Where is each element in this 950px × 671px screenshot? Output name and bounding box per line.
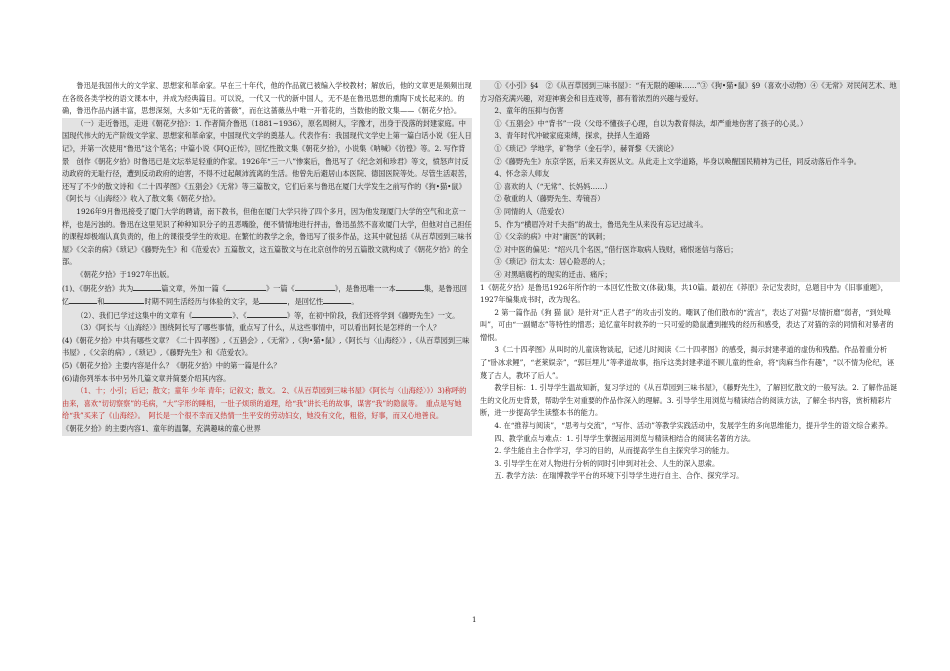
suoji-item: ①《琐记》学地学，矿物学（金石学），赫胥黎《天演论》 (480, 143, 900, 156)
tengye-item: ②《藤野先生》东京学医，后来又弃医从文。从此走上文学道路，毕身以唤醒国民精神为己任，同反动落后作斗争。 (480, 156, 900, 169)
question-5: (5)《朝花夕拾》主要内容是什么？《朝花夕拾》中的第一篇是什么？ (62, 360, 472, 373)
xiamen-paragraph: 1926年9月鲁迅接受了厦门大学的聘请，南下教书，但他在厦门大学只待了四个多月，因为他发现厦门大学的空气和北京一样，也是污浊的。鲁迅在这里见识了种种知识分子的丑恶嘴脸，便不情情地进行抨击，鲁迅虽然不喜欢厦门大学，但他对自己担任的课程却极端认真负责的，他上的课很受学生的欢迎。在繁忙的教学之余，鲁迅写了很多作品，这其中就包括《从百草园到三味书屋》《父亲的病》《琐记》《藤野先生》和《范爱农》五篇散文，这五篇散文与在北京创作的另五篇散文就构成了《朝花夕拾》的全部。 (62, 206, 472, 269)
fighter-item-3: ③《琐记》衍太太：居心险恶的人； (480, 256, 900, 269)
wuchang-item: ①《五猖会》中“背书”一段（父母不懂孩子心理，自以为教育得法，却严重地伤害了孩子的心灵。） (480, 118, 900, 131)
liked-people: ① 喜欢的人（“无常”、长妈妈……） (480, 181, 900, 194)
author-background-paragraph: （一）走近鲁迅，走进《朝花夕拾》：1. 作者简介鲁迅（1881~1936），原名周树人，字豫才，出身于没落的封建家庭。中国现代伟大的无产阶级文学家、思想家和革命家，中国现代文学的奠基人。代表作有：我国现代文学史上第一篇白话小说《狂人日记》，并第一次使用“鲁迅”这个笔名；中篇小说《阿Q正传》，回忆性散文集《朝花夕拾》，小说集《呐喊》《彷徨》等。2. 写作背景 创作《朝花夕拾》时鲁迅已是文坛举足轻重的作家。1926年“三一八”惨案后，鲁迅写了《纪念刘和珍君》等文，愤怒声讨反动政府的无耻行径，遭到反动政府的迫害，不得不过起颠沛流离的生活。他曾先后避居山本医院、德国医院等处。尽管生活艰苦，还写了不少的散文诗和《二十四孝图》《五猖会》《无常》等三篇散文，它们后来与鲁迅在厦门大学发生之前写作的《狗•猫•鼠》《阿长与〈山海经〉》收入了散文集《朝花夕拾》。 (62, 118, 472, 206)
left-column (62, 80, 472, 436)
main-content-line: 《朝花夕拾》的主要内容1、童年的温馨，充满趣味的童心世界 (62, 423, 472, 436)
heading-fighter: 5、作为“横眉冷对千夫指”的战士，鲁迅先生从来没有忘记过战斗。 (480, 219, 900, 232)
book-overview: 1《朝花夕拾》是鲁迅1926年所作的一本回忆性散文(体裁)集，共10篇。最初在《莽原》杂记发表时，总题目中为《旧事重题》，1927年编集成书时，改为现名。 (480, 282, 888, 305)
heading-childhood-pressure: 2、童年的压抑与伤害 (480, 105, 900, 118)
teaching-key-point-3: 3. 引导学生在对人物进行分析的同时引申到对社会、人生的深入思索。 (494, 458, 720, 468)
question-3: （3）《阿长与〈山海经〉》围绕阿长写了哪些事情，重点写了什么，从这些事情中，可以看出阿长是怎样的一个人？ (62, 322, 472, 335)
question-4: (4)《朝花夕拾》中共有哪些文章？《二十四孝图》,《五猖会》,《无常》,《狗•猫•鼠》,《阿长与〈山海经〉》,《从百草园到三味书屋》,《父亲的病》,《琐记》,《藤野先生》和《范爱农》。 (62, 335, 472, 360)
question-2: （2）、我们已学过这集中的文章有《 》、《 》等，在初中阶段，我们还将学到《藤野先生》一文。 (62, 309, 472, 323)
fighter-item-1: ①《父亲的病》中对“庸医”的讽刺； (480, 231, 900, 244)
heading-youth: 3、青年时代冲破家庭束缚，探求，抉择人生道路 (480, 130, 900, 143)
page-number: 1 (472, 616, 477, 624)
teaching-key-points: 四、教学重点与难点：1. 引导学生掌握运用浏览与精读相结合的阅读名著的方法。 (494, 433, 756, 443)
intro-paragraph: 鲁迅是我国伟大的文学家、思想家和革命家。早在三十年代，他的作品就已被编入学校教材；解放后，他的文章更是频频出现在各级各类学校的语文课本中，并成为经典篇目。可以说，一代又一代的新中国人，无不是在鲁迅思想的熏陶下成长起来的。的确，鲁迅作品内涵丰富，思想深刻，大多如“无花的蔷薇”，而在这蔷薇丛中唯一开着花的，当数他的散文集——《朝花夕拾》。 (62, 81, 472, 116)
childhood-warmth-list: ①《小引》§4 ②《从百草园到三味书屋》：“有无限的趣味……”③《狗•猫•鼠》§9（喜欢小动物）④《无常》对民间艺术、地方习俗充满兴趣，对迎神赛会和目连戏等，都有着浓烈的兴趣与爱好。 (480, 80, 900, 105)
teaching-key-point-2: 2. 学生能自主合作学习，学习的目的，从而提高学生自主探究学习的能力。 (494, 446, 734, 456)
filial-piety-summary: 3《二十四孝图》从叫时的儿童读物谈起，记述儿时阅读《二十四孝图》的感受，揭示封建孝道的虚伪和残酷。作品着重分析了“卧冰求鲤”，“老莱娱亲”，“郭巨埋儿”等孝道故事，指斥这类封建孝道不顾儿童的性命，将“肉麻当作有趣”，“以不情为伦纪，诬蔑了古人，教坏了后人”。 (480, 345, 895, 380)
fighter-item-4: ④ 对黑暗腐朽的现实的迁击、痛斥； (480, 269, 900, 282)
teaching-goal-4: 4. 在“推荐与阅读”，“思考与交流”，“写作、活动”等教学实践活动中，发展学生的多向思维能力，提升学生的语文综合素养。 (494, 421, 893, 431)
fighter-item-2: ② 对中医的偏见：“绍兴几个名医，”借行医诈取病人钱财，痛恨迷信与落后； (480, 244, 900, 257)
dog-cat-mouse-summary: 2 第一篇作品《狗 猫 鼠》是针对“正人君子”的攻击引发的。嘲讽了他们散布的“流言”，表达了对猫“尽情折磨”弱者，“到处嗥叫”，可由“一副媚态”等特性的憎恶；追忆童年时救养的一只可爱的隐鼠遭到摧残的经历和感受，表达了对猫的亲的同情和对暴者的憎恨。 (480, 307, 894, 342)
question-1: (1)、《朝花夕拾》共为 篇文章，外加一篇《 》一篇《 》，是鲁迅唯一一本 集，是鲁迅回忆 和 时期不同生活经历与体验的文字，是 ，是回忆性 。 (62, 282, 472, 309)
publish-line: 《朝花夕拾》于1927年出版。 (62, 269, 472, 282)
teaching-method: 五. 教学方法：在瑞博教学平台的环境下引导学生进行自主、合作、探究学习。 (494, 471, 744, 481)
question-6: (6)请你列举本书中另外几篇文章并简要介绍其内容。 (62, 373, 472, 386)
respected-people: ② 敬重的人（藤野先生、寿镜吾） (480, 193, 900, 206)
right-column (480, 80, 900, 483)
sympathy-people: ③ 同情的人（范爱农） (480, 206, 900, 219)
heading-memory: 4、怀念亲人师友 (480, 168, 900, 181)
teaching-goals: 教学目标：1. 引导学生温故知新，复习学过的《从百草园到三味书屋》，《藤野先生》，了解回忆散文的一般写法。2. 了解作品诞生的文化历史背景，帮助学生对重要的作品作深入的理解。3. 引导学生用浏览与精读结合的阅读方法，了解全书内容，赏析精彩片断，进一步提高学生读整本书的能力。 (480, 383, 898, 418)
answer-block: （1、十；小引；后记；散文；童年 少年 青年；记叙文；散文。 2、《从百草园到三味书屋》《阿长与〈山海经〉》）3)称呼的由来，喜欢“切切察察”的毛病，“大”字形的睡相，一肚子烦琐的道理，给“我”讲长毛的故事，谋害“我”的隐鼠等。 重点是写她给“我”买来了《山海经》。 阿长是一个很不幸而又热情一生平安的劳动妇女，她没有文化，粗俗，好事，而又心地善良。 (62, 385, 472, 423)
